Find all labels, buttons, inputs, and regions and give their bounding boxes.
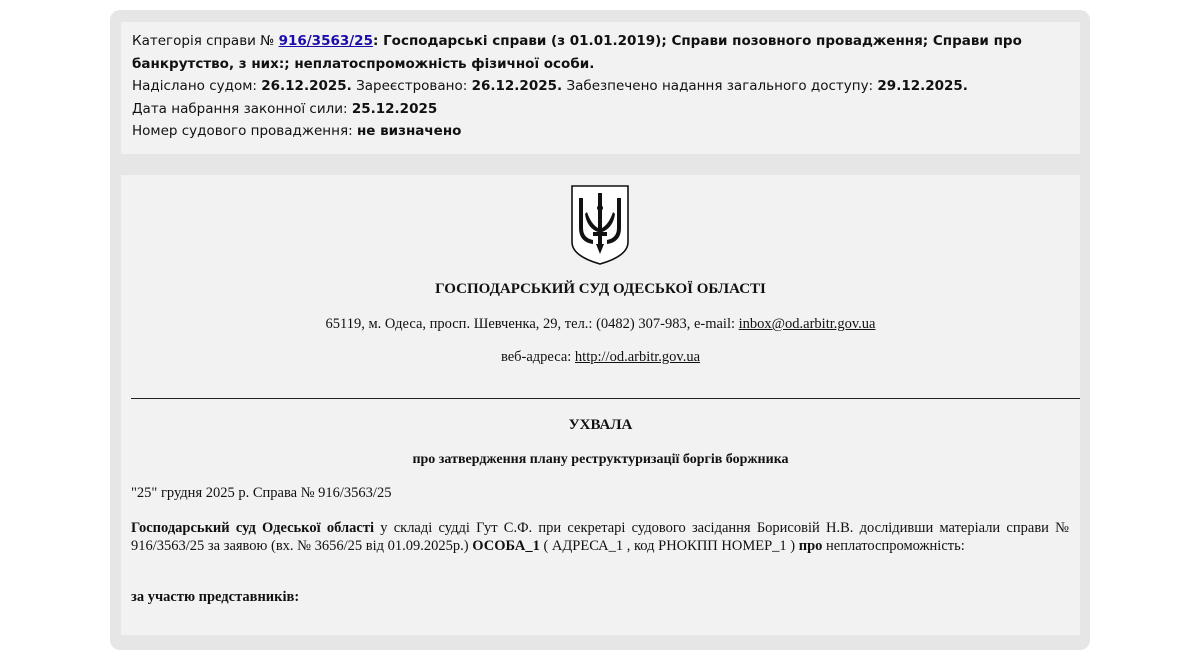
intro-paragraph xyxy=(131,519,1069,555)
participants-heading: за участю представників: xyxy=(131,589,300,605)
date-and-case: "25" грудня 2025 р. Справа № 916/3563/25 xyxy=(131,485,392,501)
web-link[interactable]: http://od.arbitr.gov.ua xyxy=(574,349,701,365)
registered-label: Зареєстровано: xyxy=(356,78,468,94)
court-name: ГОСПОДАРСЬКИЙ СУД ОДЕСЬКОЇ ОБЛАСТІ xyxy=(435,281,766,297)
email-link[interactable]: inbox@od.arbitr.gov.ua xyxy=(738,316,876,332)
court-document xyxy=(121,175,1080,635)
dates-line xyxy=(132,75,1069,98)
proceeding-label: Номер судового провадження: xyxy=(132,123,353,139)
proceeding-value: не визначено xyxy=(356,123,462,139)
divider xyxy=(131,398,1080,399)
sent-label: Надіслано судом: xyxy=(132,78,257,94)
access-date: 29.12.2025. xyxy=(877,78,968,94)
document-subtitle: про затвердження плану реструктуризації боргів боржника xyxy=(412,452,789,467)
web-label: веб-адреса: xyxy=(500,349,572,365)
address-text: 65119, м. Одеса, просп. Шевченка, 29, тел.: (0482) 307-983, e-mail: xyxy=(325,316,736,332)
para-text-2: ( АДРЕСА_1 , код РНОКПП НОМЕР_1 ) xyxy=(539,538,799,554)
category-text: : Господарські справи (з 01.01.2019); Справи позовного провадження; Справи про банкрутство, з них:; неплатоспроможність фізичної особи. xyxy=(132,33,1022,72)
registered-date: 26.12.2025. xyxy=(471,78,563,94)
category-line xyxy=(132,30,1069,75)
access-label: Забезпечено надання загального доступу: xyxy=(566,78,874,94)
document-title: УХВАЛА xyxy=(568,417,633,433)
court-address xyxy=(121,316,1080,333)
para-person: ОСОБА_1 xyxy=(472,538,540,554)
effective-line xyxy=(132,98,1069,121)
para-court-name: Господарський суд Одеської області xyxy=(131,520,374,536)
para-text-1: у складі судді Гут С.Ф. при секретарі судового засідання Борисовій Н.В. дослідивши матеріали справи № 916/3563/25 за заявою (вх. № 3656/25 від 01.09.2025р.) xyxy=(131,520,1069,554)
coat-of-arms-icon xyxy=(569,184,631,266)
para-pro: про xyxy=(798,538,823,554)
proceeding-line xyxy=(132,120,1069,143)
effective-label: Дата набрання законної сили: xyxy=(132,100,348,117)
effective-date: 25.12.2025 xyxy=(351,100,438,117)
sent-date: 26.12.2025. xyxy=(261,78,352,94)
web-address xyxy=(121,349,1080,366)
case-info-card xyxy=(121,22,1080,154)
category-label: Категорія справи № xyxy=(132,33,275,49)
para-text-3: неплатоспроможність: xyxy=(822,538,965,554)
case-number-link[interactable]: 916/3563/25 xyxy=(278,33,373,49)
